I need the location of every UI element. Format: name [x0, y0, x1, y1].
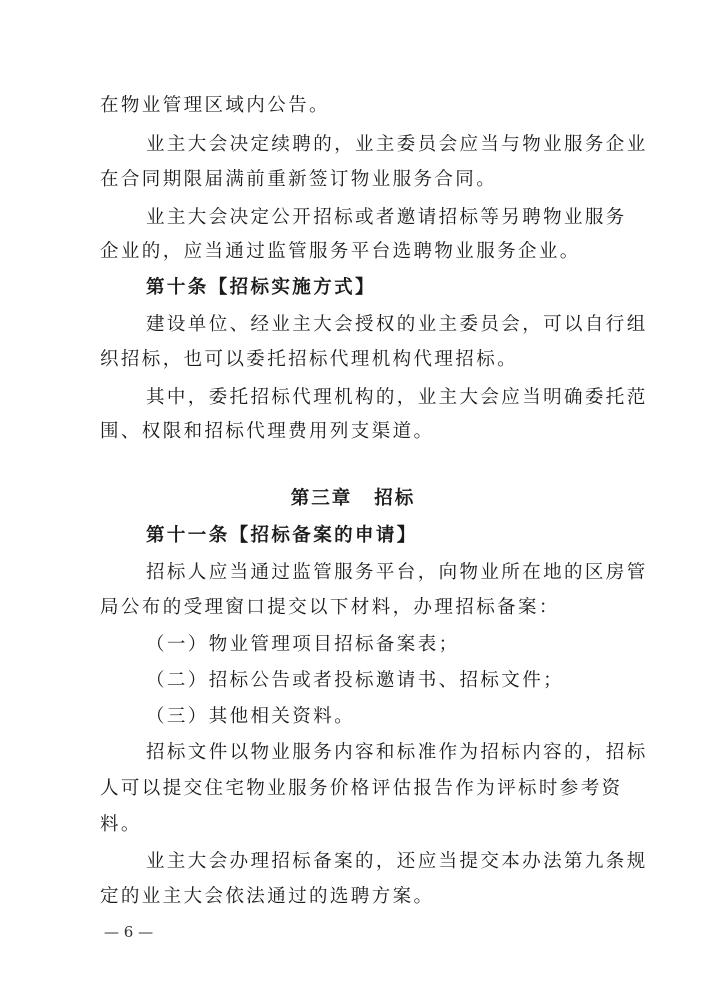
paragraph-line: 招标文件以物业服务内容和标准作为招标内容的，招标 [146, 742, 648, 763]
paragraph-line: 定的业主大会依法通过的选聘方案。 [100, 886, 435, 907]
list-item: （三）其他相关资料。 [146, 706, 356, 727]
chapter-number: 第三章 [290, 488, 353, 509]
paragraph-line: 织招标，也可以委托招标代理机构代理招标。 [100, 349, 519, 370]
paragraph-line: 料。 [100, 814, 142, 835]
paragraph-line: 在合同期限届满前重新签订物业服务合同。 [100, 169, 498, 190]
paragraph-line: 业主大会决定续聘的，业主委员会应当与物业服务企业 [146, 134, 648, 155]
article-heading: 第十条【招标实施方式】 [146, 277, 376, 298]
list-item: （一）物业管理项目招标备案表； [146, 634, 460, 655]
paragraph-line: 人可以提交住宅物业服务价格评估报告作为评标时参考资 [100, 778, 623, 799]
page-number: — 6 — [104, 923, 154, 941]
paragraph-line: 局公布的受理窗口提交以下材料，办理招标备案： [100, 597, 560, 618]
paragraph-line: 其中，委托招标代理机构的，业主大会应当明确委托范 [146, 387, 648, 408]
paragraph-line: 招标人应当通过监管服务平台，向物业所在地的区房管 [146, 562, 648, 583]
paragraph-line: 在物业管理区域内公告。 [100, 95, 330, 116]
paragraph-line: 围、权限和招标代理费用列支渠道。 [100, 421, 435, 442]
list-item: （二）招标公告或者投标邀请书、招标文件； [146, 670, 565, 691]
paragraph-line: 业主大会决定公开招标或者邀请招标等另聘物业服务 [146, 207, 627, 228]
chapter-title [0, 487, 706, 511]
chapter-name: 招标 [374, 488, 416, 509]
paragraph-line: 业主大会办理招标备案的，还应当提交本办法第九条规 [146, 851, 648, 872]
paragraph-line: 企业的，应当通过监管服务平台选聘物业服务企业。 [100, 241, 581, 262]
article-heading: 第十一条【招标备案的申请】 [146, 525, 418, 546]
paragraph-line: 建设单位、经业主大会授权的业主委员会，可以自行组 [146, 314, 648, 335]
